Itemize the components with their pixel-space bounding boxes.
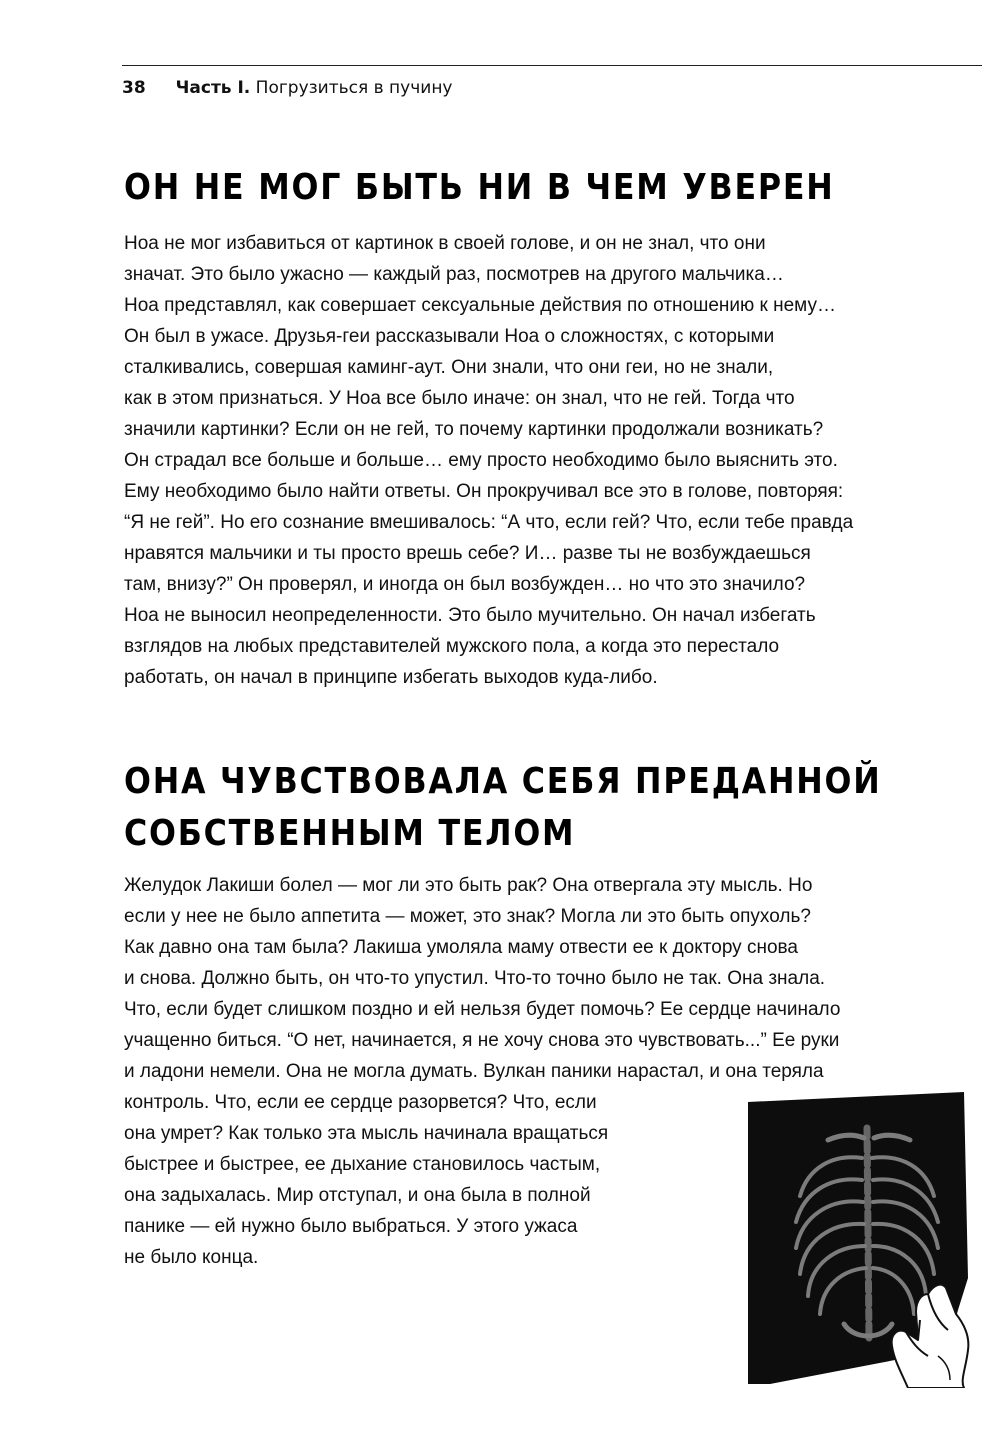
running-header bbox=[122, 76, 453, 100]
text-line: значат. Это было ужасно — каждый раз, посмотрев на другого мальчика… bbox=[124, 264, 784, 285]
text-line: не было конца. bbox=[124, 1247, 259, 1268]
text-line: взглядов на любых представителей мужского пола, а когда это перестало bbox=[124, 636, 780, 657]
heading-line: СОБСТВЕННЫМ ТЕЛОМ bbox=[124, 813, 576, 854]
text-line: контроль. Что, если ее сердце разорвется? Что, если bbox=[124, 1092, 597, 1113]
text-line: “Я не гей”. Но его сознание вмешивалось: “А что, если гей? Что, если тебе правда bbox=[124, 512, 854, 533]
text-line: там, внизу?” Он проверял, и иногда он был возбужден… но что это значило? bbox=[124, 574, 806, 595]
text-line: и ладони немели. Она не могла думать. Вулкан паники нарастал, и она теряла bbox=[124, 1061, 824, 1082]
text-line: значили картинки? Если он не гей, то почему картинки продолжали возникать? bbox=[124, 419, 824, 440]
text-line: она умрет? Как только эта мысль начинала вращаться bbox=[124, 1123, 609, 1144]
text-line: как в этом признаться. У Ноа все было иначе: он знал, что не гей. Тогда что bbox=[124, 388, 795, 409]
text-line: Ему необходимо было найти ответы. Он прокручивал все это в голове, повторяя: bbox=[124, 481, 844, 502]
text-line: Он страдал все больше и больше… ему просто необходимо было выяснить это. bbox=[124, 450, 838, 471]
text-line: панике — ей нужно было выбраться. У этого ужаса bbox=[124, 1216, 578, 1237]
text-line: Ноа представлял, как совершает сексуальные действия по отношению к нему… bbox=[124, 295, 836, 316]
section-heading: ОН НЕ МОГ БЫТЬ НИ В ЧЕМ УВЕРЕН bbox=[124, 167, 835, 208]
text-line: работать, он начал в принципе избегать выходов куда-либо. bbox=[124, 667, 658, 688]
text-line: и снова. Должно быть, он что-то упустил. Что-то точно было не так. Она знала. bbox=[124, 968, 826, 989]
text-line: быстрее и быстрее, ее дыхание становилось частым, bbox=[124, 1154, 601, 1175]
text-line: учащенно биться. “О нет, начинается, я не хочу снова это чувствовать...” Ее руки bbox=[124, 1030, 840, 1051]
section-paragraph bbox=[124, 228, 853, 693]
text-line: Ноа не выносил неопределенности. Это было мучительно. Он начал избегать bbox=[124, 605, 816, 626]
chapter-title: Погрузиться в пучину bbox=[255, 78, 453, 98]
text-line: если у нее не было аппетита — может, это знак? Могла ли это быть опухоль? bbox=[124, 906, 811, 927]
page-number: 38 bbox=[122, 78, 146, 98]
text-line: сталкивались, совершая каминг-аут. Они знали, что они геи, но не знали, bbox=[124, 357, 774, 378]
text-line: она задыхалась. Мир отступал, и она была в полной bbox=[124, 1185, 591, 1206]
text-line: Как давно она там была? Лакиша умоляла маму отвести ее к доктору снова bbox=[124, 937, 798, 958]
text-line: нравятся мальчики и ты просто врешь себе? И… разве ты не возбуждаешься bbox=[124, 543, 811, 564]
header-rule bbox=[122, 65, 982, 66]
text-line: Ноа не мог избавиться от картинок в своей голове, и он не знал, что они bbox=[124, 233, 766, 254]
text-line: Что, если будет слишком поздно и ей нельзя будет помочь? Ее сердце начинало bbox=[124, 999, 841, 1020]
part-label: Часть I. bbox=[175, 78, 251, 98]
section-paragraph bbox=[124, 870, 840, 1273]
xray-film-in-hand-icon bbox=[742, 1088, 990, 1388]
text-line: Он был в ужасе. Друзья-геи рассказывали Ноа о сложностях, с которыми bbox=[124, 326, 775, 347]
heading-line: ОНА ЧУВСТВОВАЛА СЕБЯ ПРЕДАННОЙ bbox=[124, 761, 882, 802]
text-line: Желудок Лакиши болел — мог ли это быть рак? Она отвергала эту мысль. Но bbox=[124, 875, 813, 896]
section-heading bbox=[124, 756, 881, 860]
